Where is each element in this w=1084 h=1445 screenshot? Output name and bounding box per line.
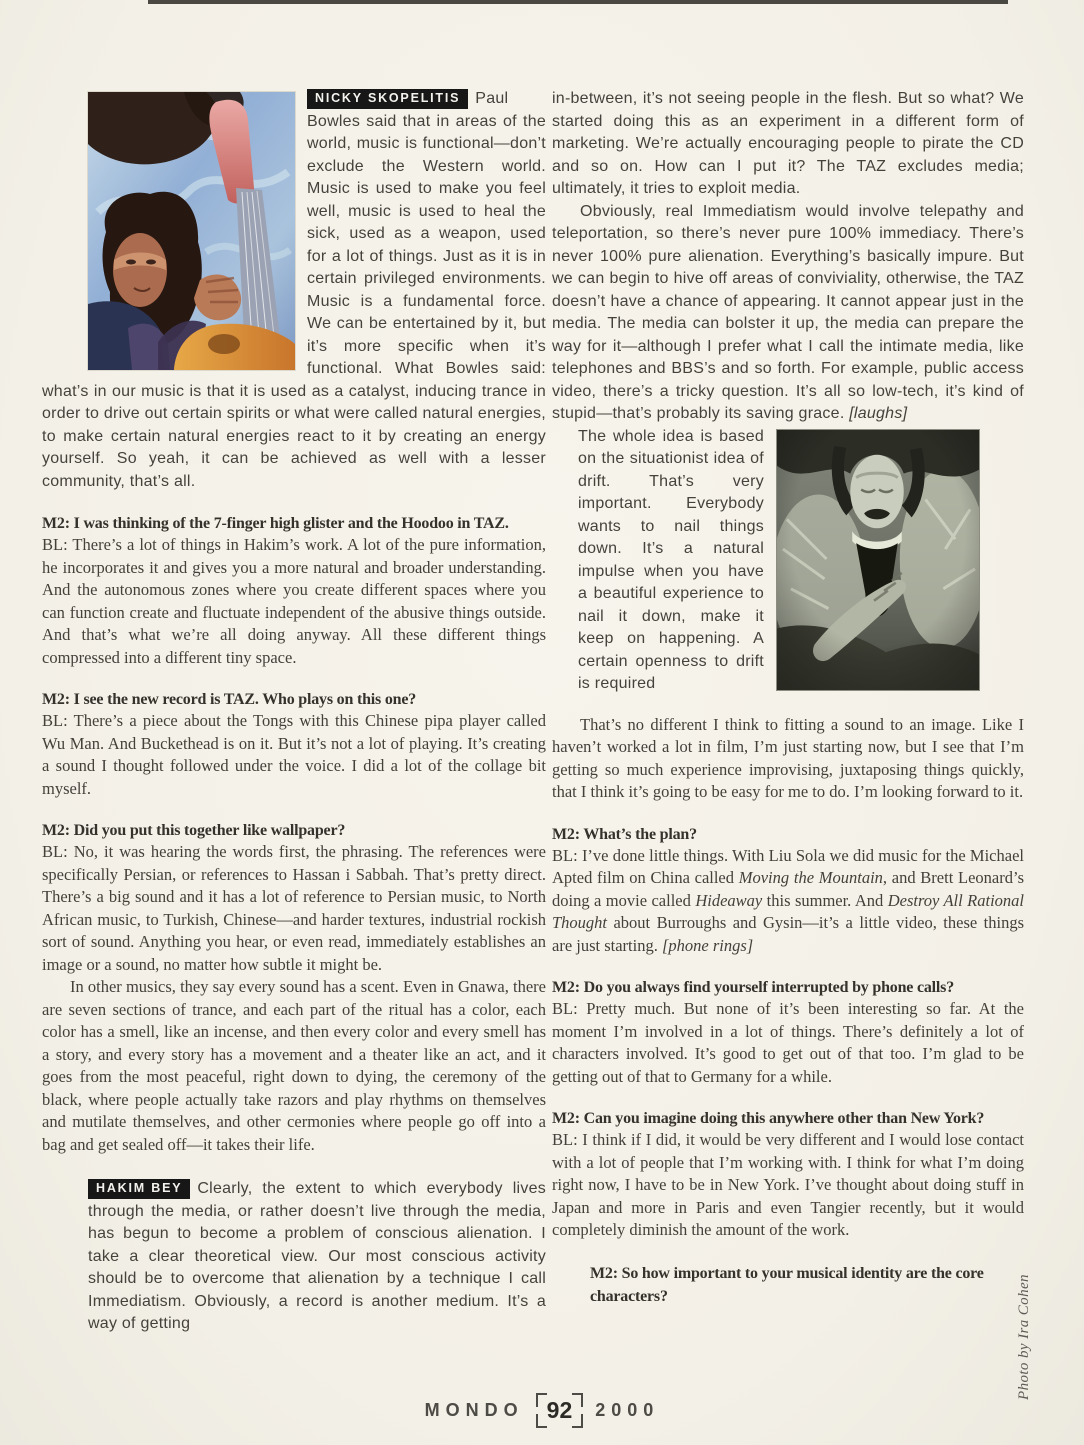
answer-paragraph: BL: I think if I did, it would be very different and I would lose contact with a lot of people that I’m working with. I think for what I’m doing right now, I have to be in New York. I’ve thought about doing stuff in Japan and more in Paris and even Tangier recently, but it would completely diminish the amount of the work. bbox=[552, 1130, 1024, 1239]
speaker-label-hakim-bey: HAKIM BEY bbox=[88, 1179, 190, 1199]
question-heading: M2: Can you imagine doing this anywhere other than New York? bbox=[552, 1110, 985, 1127]
footer-brand-mondo: MONDO bbox=[424, 1400, 524, 1420]
page-number-value: 92 bbox=[546, 1397, 573, 1423]
qa-block-wallpaper bbox=[42, 820, 546, 1156]
qa-block-phone-calls bbox=[552, 977, 1024, 1088]
drift-photo-row bbox=[578, 426, 1024, 696]
question-heading: M2: What’s the plan? bbox=[552, 825, 697, 843]
question-heading: M2: So how important to your musical identity are the core characters? bbox=[590, 1264, 984, 1305]
question-heading: M2: Did you put this together like wallpaper? bbox=[42, 822, 346, 839]
guitarist-photo bbox=[88, 92, 295, 370]
skopelitis-text: Paul Bowles said that in areas of the world, music is functional—don’t exclude the Western world. Music is used to make you feel well, music is used to heal the sick, used as a weapon, used for a lot of things. Just as it is in certain privileged environments. Music is a fundamental force. We can be entertained by it, but it’s more specific when it’s functional. What Bowles said: what’s in our music is that it is used as a catalyst, inducing trance in order to drive out certain spirits or what were called natural energies, to make certain natural energies react to it by creating an energy yourself. So yeah, it can be achieved as well with a lesser community, that’s all. bbox=[42, 90, 546, 490]
sound-image-paragraph: That’s no different I think to fitting a sound to an image. Like I haven’t worked a lot in film, I’m just starting now, but I see that I’m getting so much experience improvising, juxtaposing things quickly, that I think it’s going to be easy for me to do. I’m looking forward to it. bbox=[552, 714, 1024, 801]
left-column bbox=[42, 88, 546, 1336]
bey-paragraph-2: Obviously, real Immediatism would involve telepathy and teleportation, so there’s never pure 100% immediacy. There’s never 100% pure alienation. Everything’s basically impure. But we can begin to hive off areas of conviviality, otherwise, the TAZ doesn’t have a chance of appearing. It cannot appear just in the media. The media can bolster it up, the media can prepare the way for it—although I prefer what I call the intimate media, like telephones and BBS’s and so forth. For example, public access video, there’s a tricky question. It’s all so low-tech, it’s kind of stupid—that’s probably its saving grace. [laughs] bbox=[552, 202, 1024, 422]
qa-block-plan bbox=[552, 824, 1024, 958]
qa-block-new-record bbox=[42, 689, 546, 800]
qa-block-new-york bbox=[552, 1108, 1024, 1242]
qa-block-glister bbox=[42, 513, 546, 669]
footer-brand-2000: 2000 bbox=[595, 1400, 660, 1420]
qa-block-core-characters bbox=[552, 1262, 1024, 1308]
answer-paragraph: In other musics, they say every sound has a scent. Even in Gnawa, there are seven sections of trance, and each part of the ritual has a color, each color has a smell, like an incense, and then every color and every smell has a story, and every story has a movement and a theater like an act, and it goes from the most peaceful, right down to dying, the ceremony of the black, where people actually take razors and play rhythms on themselves and mutilate themselves, and other cermonies where people go off into a bag and get sealed off—it takes their life. bbox=[42, 977, 546, 1154]
scan-artifact-top-bar bbox=[148, 0, 1008, 4]
answer-paragraph: BL: No, it was hearing the words first, the phrasing. The references were specifically Persian, or references to Hassan i Sabbah. That’s pretty direct. There’s a big sound and it has a lot of reference to Persian music, to North African music, to Turkish, Chinese—and harder textures, industrial rockish sort of sound. Anything you hear, or even read, immediately establishes an image or a sound, no matter how subtle it might be. bbox=[42, 842, 546, 974]
skopelitis-section bbox=[42, 88, 546, 493]
drift-paragraph: The whole idea is based on the situationist idea of drift. That’s very important. Everybody wants to nail things down. It’s a natural impulse when you have a beautiful experience to nail it down, make it keep on happening. A certain openness to drift is required bbox=[578, 427, 764, 692]
answer-paragraph: BL: There’s a piece about the Tongs with this Chinese pipa player called Wu Man. And Buckethead is on it. But it’s not a lot of playing. It’s creating a sound I thought followed under the voice. I did a lot of the collage bit myself. bbox=[42, 711, 546, 798]
photo-credit: Photo by Ira Cohen bbox=[1016, 1274, 1032, 1400]
right-column bbox=[552, 88, 1024, 1308]
bey-paragraph-1: in-between, it’s not seeing people in the flesh. But so what? We started doing this as an experiment in a different form of marketing. We’re actually encouraging people to pirate the CD and so on. How can I put it? The TAZ excludes media; ultimately, it tries to exploit media. bbox=[552, 90, 1024, 197]
answer-paragraph: BL: I’ve done little things. With Liu Sola we did music for the Michael Apted film on China called Moving the Mountain, and Brett Leonard’s doing a movie called Hideaway this summer. And Destroy All Rational Thought about Burroughs and Gysin—it’s a little video, these things are just starting. [phone rings] bbox=[552, 845, 1024, 955]
answer-paragraph: BL: Pretty much. But none of it’s been interesting so far. At the moment I’m involved in a lot of things. There’s definitely a lot of characters involved. It’s good to get out of that too. I’m glad to be getting out of that to Germany for a while. bbox=[552, 999, 1024, 1086]
guitarist-photo-art bbox=[88, 92, 295, 370]
question-heading: M2: Do you always find yourself interrupted by phone calls? bbox=[552, 979, 954, 996]
hakim-bey-section bbox=[88, 1178, 546, 1336]
page-footer bbox=[0, 1394, 1084, 1427]
question-heading: M2: I see the new record is TAZ. Who plays on this one? bbox=[42, 691, 417, 708]
page-number bbox=[536, 1394, 584, 1427]
question-heading: M2: I was thinking of the 7-finger high glister and the Hoodoo in TAZ. bbox=[42, 515, 509, 532]
hakim-text: Clearly, the extent to which everybody lives through the media, or rather doesn’t live through the media, has begun to become a problem of conscious alienation. I take a clear theoretical view. Our most conscious activity should be to overcome that alienation by a technique I call Immediatism. Obviously, a record is another medium. It’s a way of getting bbox=[88, 1180, 546, 1332]
answer-paragraph: BL: There’s a lot of things in Hakim’s work. A lot of the pure information, he incorporates it and gives you a more natural and broader understanding. And the autonomous zones where you create different spaces where you can function create and fluctuate independent of the abusive things outside. And that’s what we’re all doing anyway. All these different things compressed into a different tiny space. bbox=[42, 535, 546, 667]
speaker-label-nicky-skopelitis: NICKY SKOPELITIS bbox=[307, 89, 468, 109]
portrait-photo bbox=[776, 429, 980, 691]
portrait-photo-art bbox=[777, 430, 979, 690]
hakim-paragraph bbox=[88, 1178, 546, 1336]
